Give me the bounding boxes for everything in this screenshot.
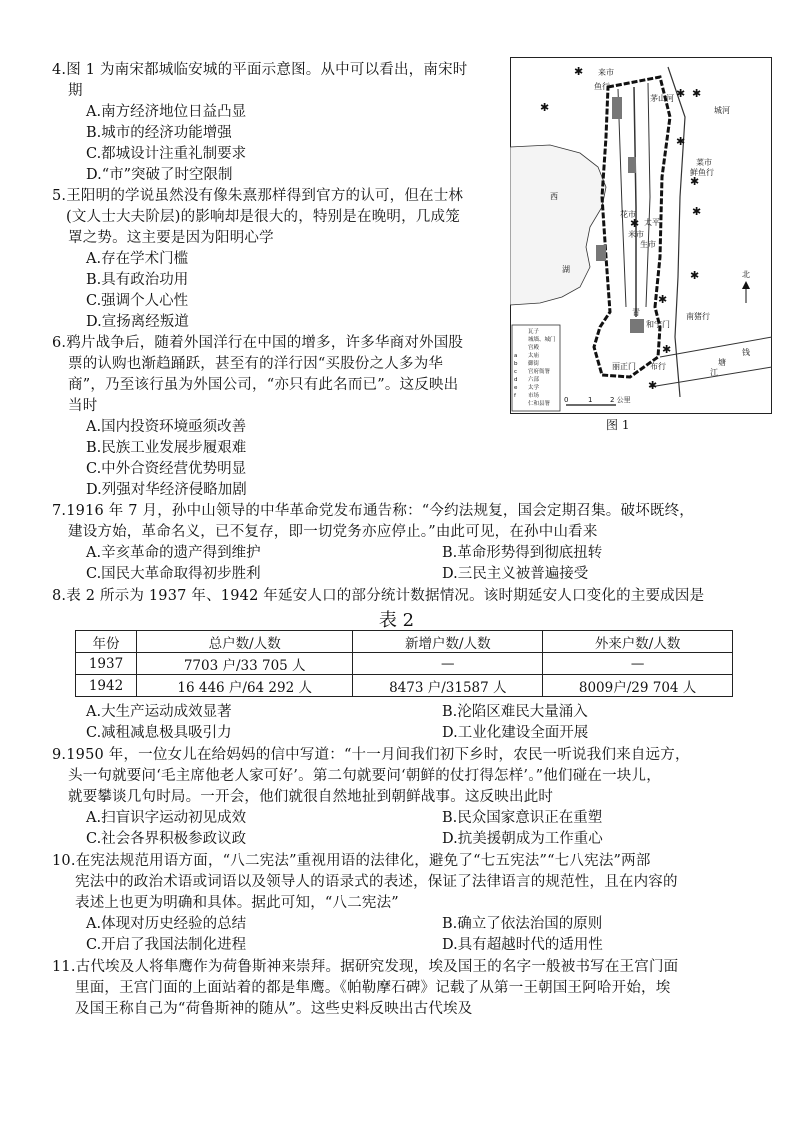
star-icon: ✱ bbox=[648, 379, 658, 392]
q6-option-b: B.民族工业发展步履艰难 bbox=[86, 440, 247, 456]
q8-option-a: A.大生产运动成效显著 bbox=[86, 704, 232, 720]
legend-text: 太庙 bbox=[528, 353, 540, 359]
q5-line-2: (文人士大夫阶层)的影响却是很大的，特别是在晚明，几成笼 bbox=[66, 209, 460, 225]
legend-text: 六部 bbox=[528, 377, 540, 383]
label-tang: 塘 bbox=[718, 358, 726, 367]
legend-text: 官府衙署 bbox=[528, 369, 551, 375]
star-icon: ✱ bbox=[658, 293, 668, 306]
q9-option-c: C.社会各界积极参政议政 bbox=[86, 831, 247, 847]
q10-option-a: A.体现对历史经验的总结 bbox=[86, 916, 247, 932]
q7-option-a: A.辛亥革命的遗产得到维护 bbox=[86, 545, 261, 561]
q6-line-3: 商”，乃至该行虽为外国公司，“亦只有此名而已”。这反映出 bbox=[68, 377, 459, 393]
table-header-row bbox=[76, 631, 733, 653]
label-xi: 西 bbox=[550, 192, 558, 201]
header-year: 年份 bbox=[76, 631, 137, 653]
q10-line-3: 表述上也更为明确和具体。据此可知，“八二宪法” bbox=[75, 895, 399, 911]
q8-option-d: D.工业化建设全面开展 bbox=[442, 725, 589, 741]
label-qian: 钱 bbox=[742, 348, 750, 357]
cell: — bbox=[353, 653, 543, 675]
q5-option-c: C.强调个人心性 bbox=[86, 293, 189, 309]
q4-line-1: 4.图 1 为南宋都城临安城的平面示意图。从中可以看出，南宋时 bbox=[52, 62, 468, 78]
cell: 1937 bbox=[76, 653, 137, 675]
population-table bbox=[75, 630, 733, 697]
legend-text: 城墙、城门 bbox=[528, 337, 556, 343]
q6-option-a: A.国内投资环境亟须改善 bbox=[86, 419, 247, 435]
star-icon: ✱ bbox=[692, 87, 702, 100]
q8-option-c: C.减租减息极具吸引力 bbox=[86, 725, 232, 741]
shaded-block bbox=[628, 157, 636, 173]
label-qingyou: 青 bbox=[632, 308, 640, 317]
q6-line-1: 6.鸦片战争后，随着外国洋行在中国的增多，许多华商对外国股 bbox=[52, 335, 464, 351]
legend-key: e bbox=[514, 385, 518, 391]
q4-option-b: B.城市的经济功能增强 bbox=[86, 125, 232, 141]
label-buhang: 布行 bbox=[650, 362, 666, 371]
q11-line-1: 11.古代埃及人将隼鹰作为荷鲁斯神来崇拜。据研究发现，埃及国王的名字一般被书写在王宫门面 bbox=[52, 959, 679, 975]
label-zhongshi: 米市 bbox=[628, 230, 644, 239]
table-2-title: 表 2 bbox=[378, 610, 415, 631]
cell: 7703 户/33 705 人 bbox=[137, 653, 353, 675]
label-nanzhuhang: 南猪行 bbox=[686, 312, 710, 321]
q8-line-1: 8.表 2 所示为 1937 年、1942 年延安人口的部分统计数据情况。该时期延安人口变化的主要成因是 bbox=[52, 588, 705, 604]
q5-option-a: A.存在学术门槛 bbox=[86, 251, 189, 267]
q10-line-2: 宪法中的政治术语或词语以及领导人的语录式的表述，保证了法律语言的规范性，且在内容的 bbox=[75, 874, 678, 890]
table-row bbox=[76, 653, 733, 675]
legend-key: b bbox=[514, 361, 518, 367]
palace-block bbox=[630, 319, 644, 333]
lin-an-city-map bbox=[510, 57, 772, 414]
q7-option-c: C.国民大革命取得初步胜利 bbox=[86, 566, 261, 582]
legend-text: 瓦子 bbox=[528, 329, 540, 335]
label-laishi: 来市 bbox=[598, 68, 614, 77]
label-chenghe: 城河 bbox=[714, 106, 730, 115]
q9-line-2: 头一句就要问‘毛主席他老人家可好’。第二句就要问‘朝鲜的仗打得怎样’。”他们碰在一块儿， bbox=[68, 768, 661, 784]
legend-key: d bbox=[514, 377, 518, 383]
q10-line-1: 10.在宪法规范用语方面，“八二宪法”重视用语的法律化，避免了“七五宪法”“七八宪法”两部 bbox=[52, 853, 651, 869]
legend-text: 仁和县署 bbox=[528, 401, 551, 407]
star-icon: ✱ bbox=[692, 205, 702, 218]
header-migrant: 外来户数/人数 bbox=[543, 631, 733, 653]
q7-line-1: 7.1916 年 7 月，孙中山领导的中华革命党发布通告称：“今约法规复，国会定期召集。破坏既终， bbox=[52, 503, 694, 519]
legend-key: a bbox=[514, 353, 518, 359]
figure-caption: 图 1 bbox=[606, 418, 630, 432]
star-icon: ✱ bbox=[690, 269, 700, 282]
q7-option-d: D.三民主义被普遍接受 bbox=[442, 566, 589, 582]
label-north: 北 bbox=[742, 270, 750, 279]
star-icon: ✱ bbox=[574, 65, 584, 78]
q10-option-b: B.确立了依法治国的原则 bbox=[442, 916, 603, 932]
label-lizheng: 丽正门 bbox=[612, 362, 636, 371]
q11-line-2: 里面，王宫门面的上面站着的都是隼鹰。《帕勒摩石碑》记载了从第一王朝国王阿哈开始，埃 bbox=[75, 980, 671, 996]
scale-label-2: 2 公里 bbox=[610, 396, 631, 404]
label-hu: 湖 bbox=[562, 265, 570, 274]
label-jiang: 江 bbox=[710, 368, 718, 377]
q9-option-d: D.抗美援朝成为工作重心 bbox=[442, 831, 603, 847]
shaded-block bbox=[612, 97, 622, 119]
q6-line-2: 票的认购也渐趋踊跃，甚至有的洋行因“买股份之人多为华 bbox=[68, 356, 444, 372]
scale-label-1: 1 bbox=[588, 396, 593, 404]
q5-option-b: B.具有政治功用 bbox=[86, 272, 189, 288]
q5-line-1: 5.王阳明的学说虽然没有像朱熹那样得到官方的认可，但在士林 bbox=[52, 188, 464, 204]
q10-option-d: D.具有超越时代的适用性 bbox=[442, 937, 603, 953]
legend-text: 御街 bbox=[528, 361, 540, 367]
star-icon: ✱ bbox=[676, 135, 686, 148]
header-new: 新增户数/人数 bbox=[353, 631, 543, 653]
table-row bbox=[76, 675, 733, 697]
q6-option-d: D.列强对华经济侵略加剧 bbox=[86, 482, 247, 498]
cell: 1942 bbox=[76, 675, 137, 697]
star-icon: ✱ bbox=[690, 175, 700, 188]
q9-option-b: B.民众国家意识正在重塑 bbox=[442, 810, 603, 826]
star-icon: ✱ bbox=[676, 87, 686, 100]
header-total: 总户数/人数 bbox=[137, 631, 353, 653]
q4-option-d: D.“市”突破了时空限制 bbox=[86, 167, 233, 183]
q6-line-4: 当时 bbox=[68, 398, 98, 414]
q5-line-3: 罩之势。这主要是因为阳明心学 bbox=[68, 230, 274, 246]
cell: 8473 户/31587 人 bbox=[353, 675, 543, 697]
cell: 8009户/29 704 人 bbox=[543, 675, 733, 697]
q4-line-2: 期 bbox=[68, 83, 83, 99]
star-icon: ✱ bbox=[540, 101, 550, 114]
q8-option-b: B.沦陷区难民大量涌入 bbox=[442, 704, 588, 720]
star-icon: ✱ bbox=[662, 343, 672, 356]
q11-line-3: 及国王称自己为“荷鲁斯神的随从”。这些史料反映出古代埃及 bbox=[75, 1001, 473, 1017]
q9-option-a: A.扫盲识字运动初见成效 bbox=[86, 810, 247, 826]
legend-key: f bbox=[514, 393, 516, 399]
label-maoshan: 茅山河 bbox=[650, 94, 674, 103]
q9-line-1: 9.1950 年，一位女儿在给妈妈的信中写道：“十一月间我们初下乡时，农民一听说我们来自远方， bbox=[52, 747, 690, 763]
label-hening: 和宁门 bbox=[646, 320, 670, 329]
q7-option-b: B.革命形势得到彻底扭转 bbox=[442, 545, 603, 561]
q7-line-2: 建设方始，革命名义，已不复存，即一切党务亦应停止。”由此可见，在孙中山看来 bbox=[68, 524, 598, 540]
label-xianyuhang: 鲜鱼行 bbox=[690, 168, 714, 177]
cell: 16 446 户/64 292 人 bbox=[137, 675, 353, 697]
legend-text: 宫殿 bbox=[528, 345, 540, 351]
label-huashi: 花市 bbox=[620, 210, 636, 219]
legend-key: c bbox=[514, 369, 518, 375]
legend-text: 太学 bbox=[528, 385, 540, 391]
q5-option-d: D.宣扬离经叛道 bbox=[86, 314, 189, 330]
label-shengshi: 生市 bbox=[640, 240, 656, 249]
label-yuhang: 鱼行 bbox=[594, 82, 610, 91]
shaded-block bbox=[596, 245, 606, 261]
label-caishi: 菜市 bbox=[696, 158, 712, 167]
q10-option-c: C.开启了我国法制化进程 bbox=[86, 937, 247, 953]
label-taiping: 太平 bbox=[644, 218, 660, 227]
cell: — bbox=[543, 653, 733, 675]
legend-text: 市场 bbox=[528, 393, 540, 399]
q4-option-a: A.南方经济地位日益凸显 bbox=[86, 104, 247, 120]
q4-option-c: C.都城设计注重礼制要求 bbox=[86, 146, 247, 162]
star-icon: ✱ bbox=[630, 217, 640, 230]
q6-option-c: C.中外合资经营优势明显 bbox=[86, 461, 247, 477]
q9-line-3: 就要攀谈几句时局。一开会，他们就很自然地扯到朝鲜战事。这反映出此时 bbox=[68, 789, 554, 805]
scale-label-0: 0 bbox=[564, 396, 569, 404]
